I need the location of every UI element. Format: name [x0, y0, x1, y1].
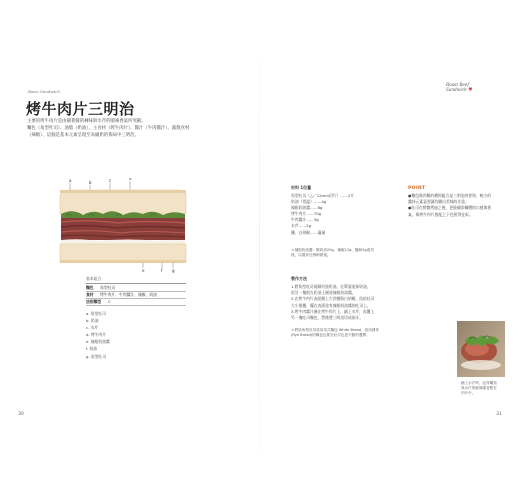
table-value: 角型吐司 — [100, 285, 116, 290]
label-d: d — [129, 178, 132, 181]
label-c: c — [109, 178, 112, 183]
material-item: 奶油（常溫）……4g — [291, 199, 327, 205]
basic-combination-table — [86, 276, 186, 306]
table-row — [86, 285, 186, 292]
method-line: 3.烤牛肉醬汁淋在烤牛肉片上，鋪上水芹，再覆上 — [291, 308, 375, 314]
caption-line: 鋪上水芹時，記得嚼勁 — [461, 381, 497, 385]
legend-item: b. 奶油 — [86, 318, 99, 324]
photo-caption — [461, 381, 509, 397]
point-line: 氣，與烤牛肉片搭配之下也相得宜彰。 — [408, 211, 473, 217]
material-item: 牛肉醬汁……3g — [291, 217, 319, 223]
corner-title-line: Roast Beef — [446, 82, 469, 87]
material-item: 角型吐司（△／12mm切片）……2片 — [291, 193, 355, 198]
legend-item: c. 水芹 — [86, 325, 99, 331]
method-line: 2.在烤牛肉片表面撒上少許鹽與白胡椒，再依吐司 — [291, 296, 375, 302]
legend-item: f. 奶油 — [86, 346, 98, 352]
label-g: g — [172, 268, 175, 273]
page-number-right: 31 — [496, 412, 502, 417]
intro-paragraph — [27, 118, 242, 139]
corner-title-line: Sandwich ♥ — [446, 87, 473, 93]
material-item: 鹽、白胡椒……適量 — [291, 229, 326, 235]
materials-list — [291, 185, 386, 236]
method-line: 再另一塊則在奶油上層塗辣根奶油醬。 — [291, 290, 356, 296]
material-item: 烤牛肉片……70g — [291, 211, 322, 217]
table-row — [86, 299, 186, 306]
method-steps — [291, 276, 391, 321]
table-row — [86, 292, 186, 299]
table-key: 麵包 — [86, 285, 94, 290]
sandwich-photo — [457, 321, 505, 377]
corner-english-title — [446, 82, 473, 93]
label-a: a — [69, 178, 72, 183]
point-line: 醬抹元素裏要讓均顯出美味的比重。 — [408, 199, 469, 205]
point-box — [408, 186, 500, 218]
table-key: 法則類型 — [86, 299, 102, 304]
legend-item: d. 烤牛肉片 — [86, 332, 107, 338]
caption-line: 與水芹的鮮辣重香點在 — [461, 386, 497, 391]
section-eyebrow: Basic Sandwich — [28, 89, 60, 94]
material-item: 水芹……2g — [291, 223, 312, 229]
point-line: ●麵包與肉類的嚼勁組合是三明治的要領，較少的 — [408, 193, 492, 198]
layer-legend — [86, 310, 110, 360]
sandwich-cross-section — [58, 178, 188, 274]
method-line: 另一塊吐司麵包，然後將三明治切成兩半。 — [291, 315, 364, 321]
page-fold — [259, 60, 260, 450]
method-line: 1.將角型吐司兩側均塗奶油，在單面塗抹奶油， — [291, 284, 371, 289]
bread-note-line: ＊將原角型吐司改用英式麵包 White Bread，改用裸麥 — [291, 328, 379, 332]
label-b: b — [89, 180, 92, 185]
materials-title: 材料 1位量 — [291, 185, 312, 190]
table-value: C — [108, 299, 111, 304]
point-title: POINT — [408, 186, 426, 191]
material-item: 辣根奶油醬……6g — [291, 205, 323, 211]
legend-item: a. 角型吐司 — [86, 311, 106, 316]
point-line: ●吐司在稍微烤過之後，更能襯添麵體的口感與香 — [408, 205, 492, 211]
page-title: 烤牛肉片三明治 — [26, 100, 135, 118]
intro-line: 主要的烤牛肉片是由鋪著醬的褲味與水芹的嗆辣香氣所突顯。 — [27, 119, 146, 124]
table-key: 食材 — [86, 292, 94, 297]
bread-note-line: (Rye Bread)的麵包也要在吐司也是不錯的選擇。 — [291, 333, 370, 338]
method-line: 大小摺疊，擺在表面塗有辣根奶油醬的吐司上。 — [291, 302, 371, 308]
caption-line: 肉片中。 — [461, 391, 476, 396]
legend-item: g. 角型吐司 — [86, 353, 107, 359]
bread-note — [291, 328, 399, 339]
intro-line: 麵包（角型吐司）、油脂（奶油）、主食材（烤牛肉片）、醬汁（牛肉醬汁）、蔬散食材 — [27, 126, 190, 131]
page-number-left: 30 — [18, 412, 24, 417]
label-f: f — [161, 268, 163, 273]
label-e: e — [142, 268, 145, 273]
method-title: 製作方法 — [291, 276, 307, 281]
table-value: 烤牛肉片、牛肉醬汁、辣椒、奶油 — [100, 292, 157, 297]
table-header: 基本組合 — [86, 276, 186, 284]
intro-line: （辣椒）、這個是基本元素呈現至高級奶的佈局中三明治。 — [27, 133, 139, 138]
heart-icon: ♥ — [468, 87, 473, 93]
legend-item: e. 辣根奶油醬 — [86, 339, 110, 345]
sauce-note: ＊辣根奶油醬：酸奶油20g、辣椒12g、鹽和5g混均後，以攪拌比例稍做後。 — [291, 248, 374, 258]
